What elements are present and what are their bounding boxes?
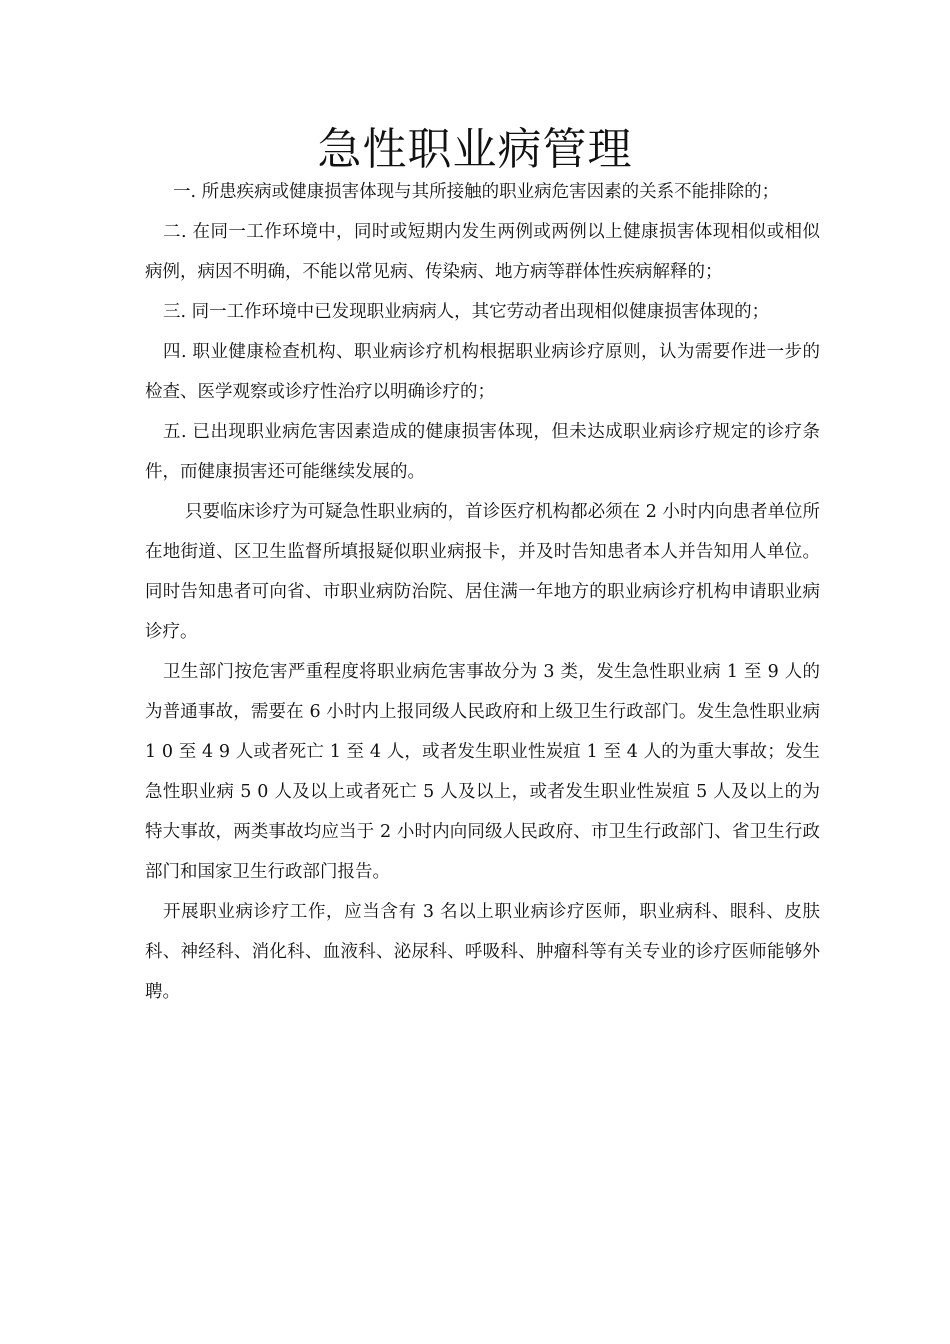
paragraph-4: 四. 职业健康检查机构、职业病诊疗机构根据职业病诊疗原则，认为需要作进一步的检查、医学观察或诊疗性治疗以明确诊疗的； <box>145 342 820 402</box>
paragraph-6: 只要临床诊疗为可疑急性职业病的，首诊医疗机构都必须在 2 小时内向患者单位所在地街道、区卫生监督所填报疑似职业病报卡，并及时告知患者本人并告知用人单位。同时告知患者可向省、市职业病防治院、居住满一年地方的职业病诊疗机构申请职业病诊疗。 <box>145 502 820 642</box>
paragraph-5: 五. 已出现职业病危害因素造成的健康损害体现，但未达成职业病诊疗规定的诊疗条件，而健康损害还可能继续发展的。 <box>145 422 820 482</box>
paragraph-3: 三. 同一工作环境中已发现职业病病人，其它劳动者出现相似健康损害体现的； <box>163 302 770 322</box>
paragraph-7: 卫生部门按危害严重程度将职业病危害事故分为 3 类，发生急性职业病 1 至 9 人的为普通事故，需要在 6 小时内上报同级人民政府和上级卫生行政部门。发生急性职业病 1 0 至 4 9 人或者死亡 1 至 4 人，或者发生职业性炭疽 1 至 4 人的为重大事故；发生急性职业病 5 0 人及以上或者死亡 5 人及以上，或者发生职业性炭疽 5 人及以上的为特大事故，两类事故均应当于 2 小时内向同级人民政府、市卫生行政部门、省卫生行政部门和国家卫生行政部门报告。 <box>145 662 820 882</box>
document-title: 急性职业病管理 <box>317 124 633 175</box>
paragraph-8: 开展职业病诊疗工作，应当含有 3 名以上职业病诊疗医师，职业病科、眼科、皮肤科、神经科、消化科、血液科、泌尿科、呼吸科、肿瘤科等有关专业的诊疗医师能够外聘。 <box>145 902 820 1002</box>
document-body <box>145 172 820 1012</box>
paragraph-1: 一. 所患疾病或健康损害体现与其所接触的职业病危害因素的关系不能排除的； <box>173 182 780 202</box>
paragraph-2: 二. 在同一工作环境中，同时或短期内发生两例或两例以上健康损害体现相似或相似病例，病因不明确，不能以常见病、传染病、地方病等群体性疾病解释的； <box>145 222 820 282</box>
